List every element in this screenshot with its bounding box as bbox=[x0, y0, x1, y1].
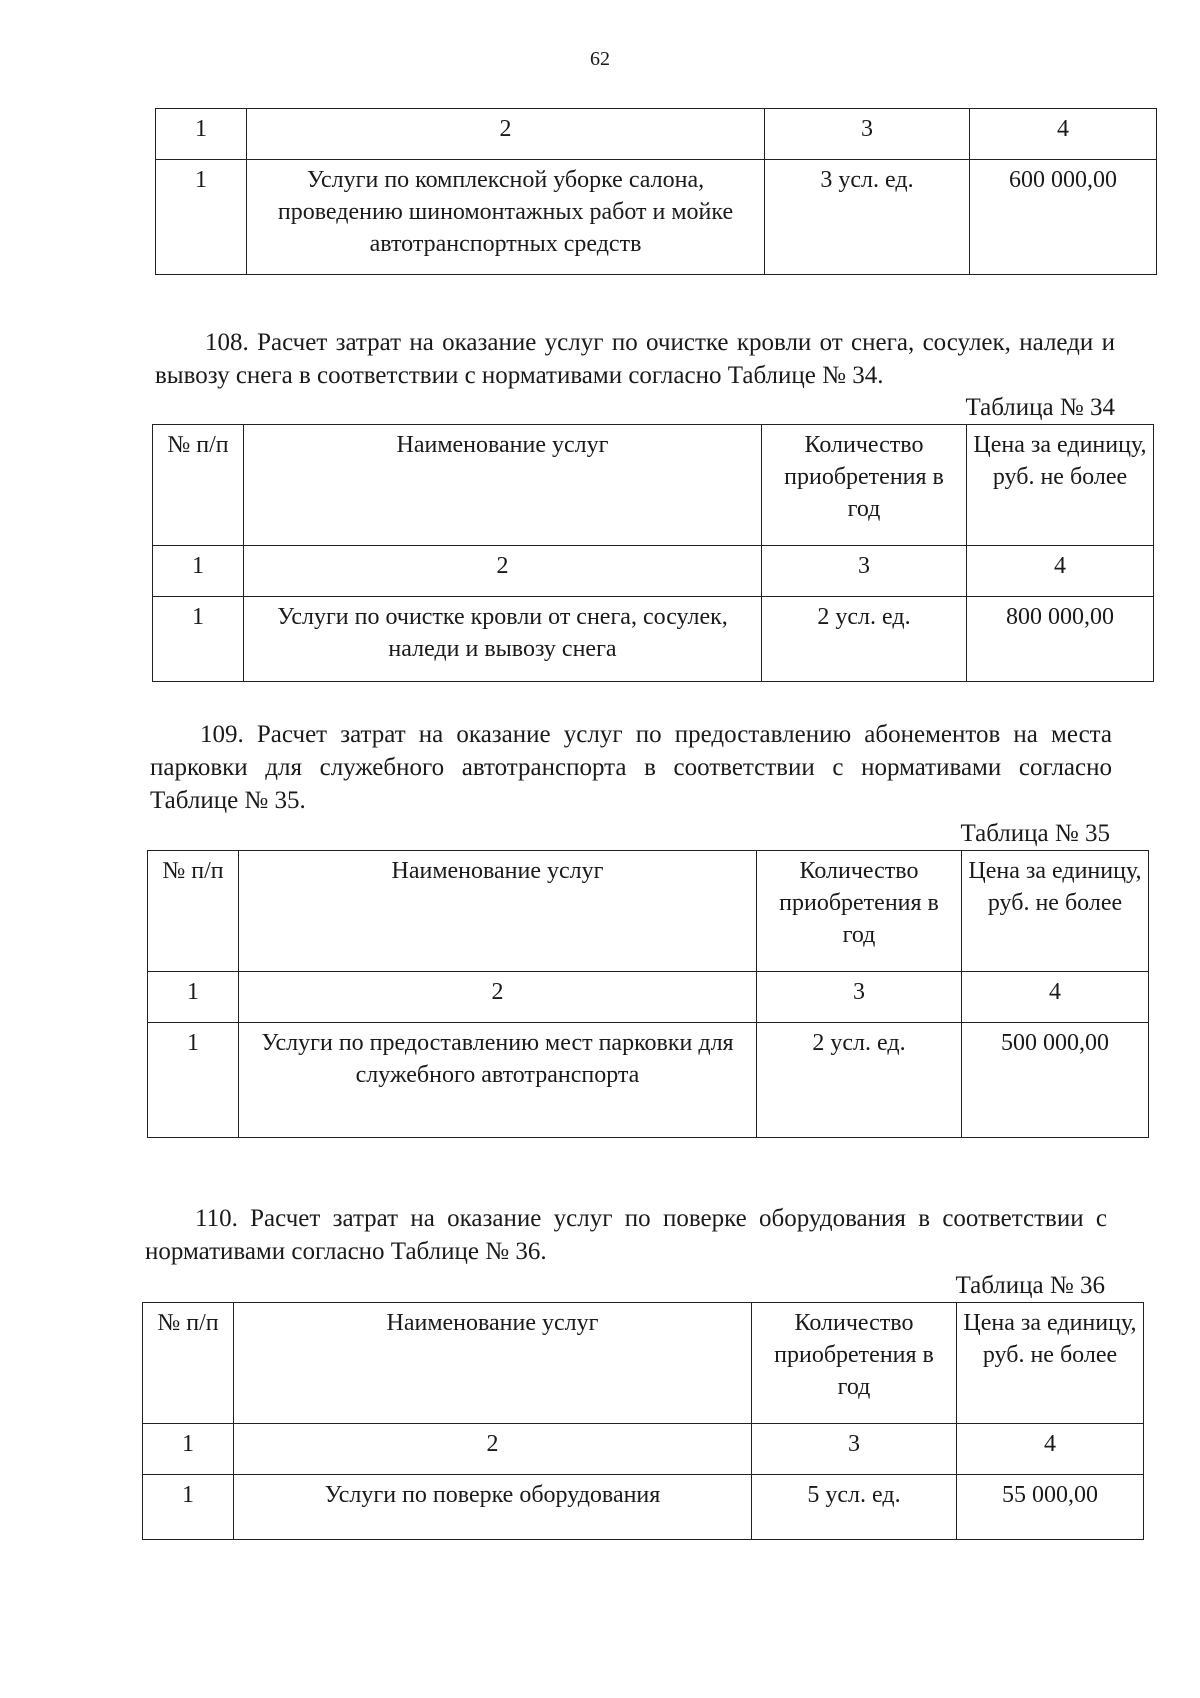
quantity-cell: 5 усл. ед. bbox=[752, 1475, 957, 1540]
table-row bbox=[153, 597, 1154, 682]
table-34 bbox=[152, 424, 1154, 682]
table-35 bbox=[147, 850, 1149, 1138]
header-cell: № п/п bbox=[153, 425, 244, 546]
quantity-cell: 2 усл. ед. bbox=[762, 597, 967, 682]
col-number-cell: 4 bbox=[957, 1424, 1144, 1475]
table-row bbox=[148, 1023, 1149, 1138]
table-header-row bbox=[153, 425, 1154, 546]
service-name-cell: Услуги по очистке кровли от снега, сосулек, наледи и вывозу снега bbox=[244, 597, 762, 682]
col-number-cell: 4 bbox=[970, 109, 1157, 160]
table-header-row bbox=[148, 851, 1149, 972]
col-number-cell: 3 bbox=[765, 109, 970, 160]
table-header-row bbox=[143, 1303, 1144, 1424]
header-cell: Количество приобретения в год bbox=[757, 851, 962, 972]
service-name-cell: Услуги по поверке оборудования bbox=[234, 1475, 752, 1540]
col-number-cell: 2 bbox=[247, 109, 765, 160]
col-number-cell: 3 bbox=[757, 972, 962, 1023]
col-number-cell: 2 bbox=[239, 972, 757, 1023]
table-label-34: Таблица № 34 bbox=[965, 394, 1115, 421]
price-cell: 55 000,00 bbox=[957, 1475, 1144, 1540]
col-number-cell: 4 bbox=[967, 546, 1154, 597]
page-number: 62 bbox=[590, 48, 610, 70]
table-continued bbox=[155, 108, 1157, 275]
table-row bbox=[143, 1475, 1144, 1540]
header-cell: Наименование услуг bbox=[239, 851, 757, 972]
header-cell: Цена за единицу, руб. не более bbox=[967, 425, 1154, 546]
quantity-cell: 3 усл. ед. bbox=[765, 160, 970, 275]
table-label-35: Таблица № 35 bbox=[960, 820, 1110, 847]
price-cell: 800 000,00 bbox=[967, 597, 1154, 682]
col-number-cell: 3 bbox=[762, 546, 967, 597]
table-row bbox=[153, 546, 1154, 597]
col-number-cell: 1 bbox=[143, 1424, 234, 1475]
service-name-cell: Услуги по комплексной уборке салона, проведению шиномонтажных работ и мойке автотранспортных средств bbox=[247, 160, 765, 275]
col-number-cell: 2 bbox=[244, 546, 762, 597]
header-cell: Количество приобретения в год bbox=[752, 1303, 957, 1424]
table-36 bbox=[142, 1302, 1144, 1540]
header-cell: № п/п bbox=[143, 1303, 234, 1424]
table-row bbox=[148, 972, 1149, 1023]
price-cell: 600 000,00 bbox=[970, 160, 1157, 275]
col-number-cell: 1 bbox=[153, 546, 244, 597]
paragraph-110: 110. Расчет затрат на оказание услуг по поверке оборудования в соответствии с нормативами согласно Таблице № 36. bbox=[145, 1205, 1107, 1265]
row-index-cell: 1 bbox=[148, 1023, 239, 1138]
paragraph-109: 109. Расчет затрат на оказание услуг по предоставлению абонементов на места парковки для служебного автотранспорта в соответствии с нормативами согласно Таблице № 35. bbox=[150, 721, 1112, 814]
row-index-cell: 1 bbox=[153, 597, 244, 682]
header-cell: Наименование услуг bbox=[234, 1303, 752, 1424]
row-index-cell: 1 bbox=[156, 160, 247, 275]
price-cell: 500 000,00 bbox=[962, 1023, 1149, 1138]
row-index-cell: 1 bbox=[143, 1475, 234, 1540]
paragraph-108: 108. Расчет затрат на оказание услуг по очистке кровли от снега, сосулек, наледи и вывозу снега в соответствии с нормативами согласно Таблице № 34. bbox=[155, 329, 1115, 389]
header-cell: Цена за единицу, руб. не более bbox=[957, 1303, 1144, 1424]
header-cell: Количество приобретения в год bbox=[762, 425, 967, 546]
table-label-36: Таблица № 36 bbox=[955, 1272, 1105, 1299]
header-cell: Наименование услуг bbox=[244, 425, 762, 546]
col-number-cell: 4 bbox=[962, 972, 1149, 1023]
service-name-cell: Услуги по предоставлению мест парковки для служебного автотранспорта bbox=[239, 1023, 757, 1138]
col-number-cell: 2 bbox=[234, 1424, 752, 1475]
col-number-cell: 3 bbox=[752, 1424, 957, 1475]
header-cell: Цена за единицу, руб. не более bbox=[962, 851, 1149, 972]
header-cell: № п/п bbox=[148, 851, 239, 972]
col-number-cell: 1 bbox=[156, 109, 247, 160]
col-number-cell: 1 bbox=[148, 972, 239, 1023]
table-row bbox=[143, 1424, 1144, 1475]
quantity-cell: 2 усл. ед. bbox=[757, 1023, 962, 1138]
table-row bbox=[156, 160, 1157, 275]
table-row bbox=[156, 109, 1157, 160]
